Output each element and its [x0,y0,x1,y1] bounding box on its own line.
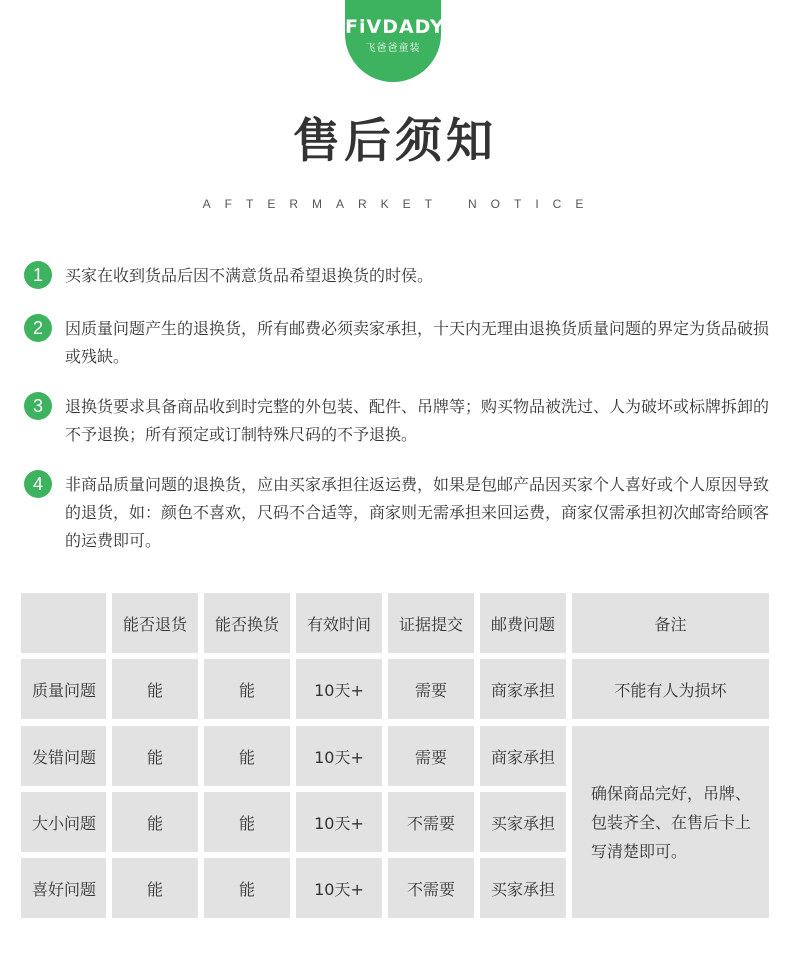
notice-text: 退换货要求具备商品收到时完整的外包装、配件、吊牌等；购买物品被洗过、人为破坏或标牌拆卸的不予退换；所有预定或订制特殊尺码的不予退换。 [65,397,770,444]
subtitle-word-2: NOTICE [468,197,598,211]
brand-logo [345,0,445,82]
table-header-cell: 备注 [572,593,769,653]
notice-text: 买家在收到货品后因不满意货品希望退换货的时侯。 [65,266,434,285]
table-header-cell: 能否换货 [204,593,290,653]
table-row-label: 喜好问题 [21,858,106,918]
table-cell: 买家承担 [480,792,566,852]
table-cell: 能 [112,726,198,786]
table-header-cell: 证据提交 [388,593,474,653]
notice-text: 非商品质量问题的退换货，应由买家承担往返运费，如果是包邮产品因买家个人喜好或个人原因导致的退货，如：颜色不喜欢，尺码不合适等，商家则无需承担来回运费，商家仅需承担初次邮寄给顾客的运费即可。 [65,475,770,550]
notice-number-badge: 1 [24,261,52,289]
subtitle-word-1: AFTERMARKET [202,197,446,211]
table-row-label: 大小问题 [21,792,106,852]
table-cell: 商家承担 [480,659,566,719]
table-cell: 10天+ [296,659,382,719]
table-cell: 不需要 [388,792,474,852]
table-cell: 需要 [388,659,474,719]
table-cell: 买家承担 [480,858,566,918]
table-header-cell [21,593,106,653]
logo-brand-name: FiVDADY [345,16,445,38]
table-cell: 需要 [388,726,474,786]
notice-text: 因质量问题产生的退换货，所有邮费必须卖家承担，十天内无理由退换货质量问题的界定为货品破损或残缺。 [65,319,770,366]
table-cell: 能 [112,792,198,852]
table-header-cell: 邮费问题 [480,593,566,653]
page-subtitle [0,197,790,211]
table-cell: 能 [204,726,290,786]
table-cell: 10天+ [296,858,382,918]
table-cell: 能 [204,792,290,852]
table-header-cell: 能否退货 [112,593,198,653]
table-cell: 能 [112,659,198,719]
notice-number-badge: 3 [24,392,52,420]
table-cell: 10天+ [296,726,382,786]
table-remark-merged-cell: 确保商品完好，吊牌、包装齐全、在售后卡上写清楚即可。 [572,726,769,918]
logo-subtitle: 飞爸爸童装 [365,43,421,54]
table-cell: 不需要 [388,858,474,918]
table-cell: 商家承担 [480,726,566,786]
notice-number-badge: 4 [24,470,52,498]
table-cell: 能 [112,858,198,918]
notice-number-badge: 2 [24,314,52,342]
table-header-cell: 有效时间 [296,593,382,653]
table-cell: 能 [204,659,290,719]
page-title: 售后须知 [293,114,497,169]
table-row-label: 发错问题 [21,726,106,786]
table-remark-cell: 不能有人为损坏 [572,659,769,719]
table-cell: 10天+ [296,792,382,852]
table-row-label: 质量问题 [21,659,106,719]
table-cell: 能 [204,858,290,918]
